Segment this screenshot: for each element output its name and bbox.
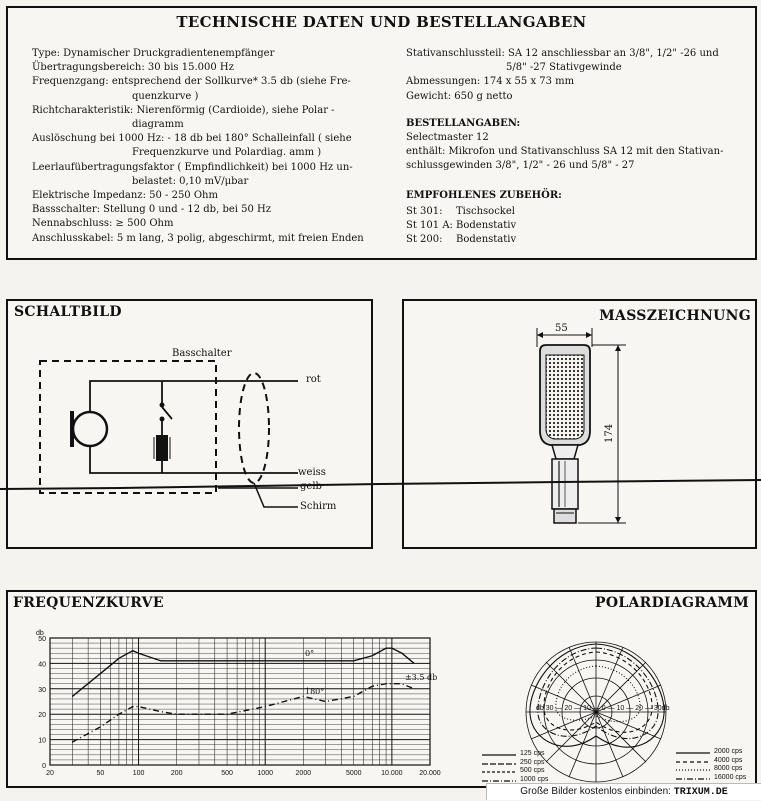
polar-curve-16000 [556, 666, 640, 722]
spec-line: Anschlusskabel: 5 m lang, 3 polig, abgeschirmt, mit freien Enden [32, 232, 364, 244]
wire-label-weiss: weiss [298, 467, 326, 478]
spec-line: Übertragungsbereich: 30 bis 15.000 Hz [32, 62, 234, 74]
bestell-line: schlussgewinden 3/8", 1/2" - 26 und 5/8" - 27 [406, 160, 635, 172]
spec-line: Frequenzkurve und Polardiag. amm ) [132, 147, 322, 159]
x-tick-label: 2000 [295, 770, 312, 777]
zubehoer-name: Tischsockel [456, 206, 515, 217]
legend-label: 250 cps [520, 758, 545, 766]
wire-label-rot: rot [306, 374, 321, 385]
legend-label: 2000 cps [714, 748, 743, 755]
tech-title: TECHNISCHE DATEN UND BESTELLANGABEN [176, 13, 587, 31]
polardiagramm-title: POLARDIAGRAMM [595, 595, 749, 611]
bestell-line: enthält: Mikrofon und Stativanschluss SA 12 mit den Stativan- [406, 146, 724, 158]
spec-line: diagramm [132, 119, 184, 130]
y-tick-label: 0 [42, 763, 46, 770]
wire-label-gelb: gelb [300, 481, 322, 492]
legend-label: 1000 cps [520, 775, 549, 783]
bass-switch-label: Basschalter [172, 348, 232, 359]
spec-line: quenzkurve ) [132, 90, 199, 102]
series-line-180deg [72, 684, 414, 742]
dimension-width-label: 55 [555, 323, 568, 334]
footer-banner [486, 783, 761, 800]
curve-0-label: 0° [305, 649, 315, 658]
x-tick-label: 1000 [257, 770, 273, 777]
spec-line: Nennabschluss: ≥ 500 Ohm [32, 218, 174, 230]
x-tick-label: 100 [132, 770, 145, 777]
legend-label: 125 cps [520, 750, 545, 757]
polar-scale-label: db 30 — 20 — 10 — 0 — 10 — 20 — 30db [536, 705, 670, 712]
zubehoer-code: St 200: [406, 234, 443, 246]
schaltbild-title: SCHALTBILD [14, 304, 122, 320]
legend-label: 8000 cps [714, 765, 743, 772]
spec-line: Elektrische Impedanz: 50 - 250 Ohm [32, 190, 218, 201]
spec-line: 5/8" -27 Stativgewinde [506, 62, 622, 74]
y-tick-label: 20 [38, 712, 46, 720]
x-tick-label: 50 [96, 770, 105, 777]
spec-line: Frequenzgang: entsprechend der Sollkurve* 3.5 db (siehe Fre- [32, 76, 351, 88]
y-tick-label: 50 [38, 636, 46, 643]
spec-line: Gewicht: 650 g netto [406, 90, 513, 102]
spec-line: Auslöschung bei 1000 Hz: - 18 db bei 180° Schalleinfall ( siehe [32, 133, 352, 145]
spec-line: Abmessungen: 174 x 55 x 73 mm [406, 76, 575, 88]
y-tick-label: 30 [38, 686, 46, 694]
plot-frame [50, 638, 430, 765]
zubehoer-name: Bodenstativ [456, 220, 517, 232]
zubehoer-code: St 301: [406, 206, 443, 217]
x-tick-label: 200 [170, 770, 183, 777]
x-tick-label: 10.000 [381, 770, 403, 777]
x-tick-label: 20.000 [419, 770, 441, 777]
x-tick-label: 5000 [345, 770, 362, 777]
dimension-height-label: 174 [604, 423, 615, 443]
bestell-heading: BESTELLANGABEN: [406, 118, 521, 129]
y-tick-label: 10 [38, 737, 46, 745]
x-tick-label: 500 [221, 770, 233, 777]
legend-label: 500 cps [520, 767, 545, 774]
y-unit-label: db [36, 630, 44, 637]
spec-line: Richtcharakteristik: Nierenförmig (Cardioide), siehe Polar - [32, 104, 335, 116]
zubehoer-name: Bodenstativ [456, 234, 517, 246]
spec-line: Stativanschlussteil: SA 12 anschliessbar an 3/8", 1/2" -26 und [406, 48, 719, 59]
zubehoer-code: St 101 A: [406, 220, 453, 232]
masszeichnung-title: MASSZEICHNUNG [599, 308, 751, 324]
spec-line: Bassschalter: Stellung 0 und - 12 db, bei 50 Hz [32, 204, 272, 216]
frequenzkurve-title: FREQUENZKURVE [13, 595, 164, 611]
spec-line: Leerlaufübertragungsfaktor ( Empfindlichkeit) bei 1000 Hz un- [32, 161, 353, 173]
y-tick-label: 40 [38, 661, 46, 669]
footer-text: Große Bilder kostenlos einbinden: [520, 786, 671, 797]
wire-label-schirm: Schirm [300, 501, 337, 512]
bestell-line: Selectmaster 12 [406, 132, 489, 143]
footer-site-link[interactable]: TRIXUM.DE [673, 787, 728, 798]
zubehoer-heading: EMPFOHLENES ZUBEHÖR: [406, 190, 562, 201]
spec-line: belastet: 0,10 mV/μbar [132, 175, 249, 187]
legend-label: 4000 cps [714, 756, 743, 764]
tolerance-label: ±3.5 db [405, 673, 438, 682]
spec-line: Type: Dynamischer Druckgradientenempfänger [32, 48, 275, 59]
legend-label: 16000 cps [714, 773, 747, 781]
polar-curve-4000 [544, 652, 652, 732]
curve-180-label: 180° [305, 687, 325, 696]
x-tick-label: 20 [46, 770, 54, 777]
